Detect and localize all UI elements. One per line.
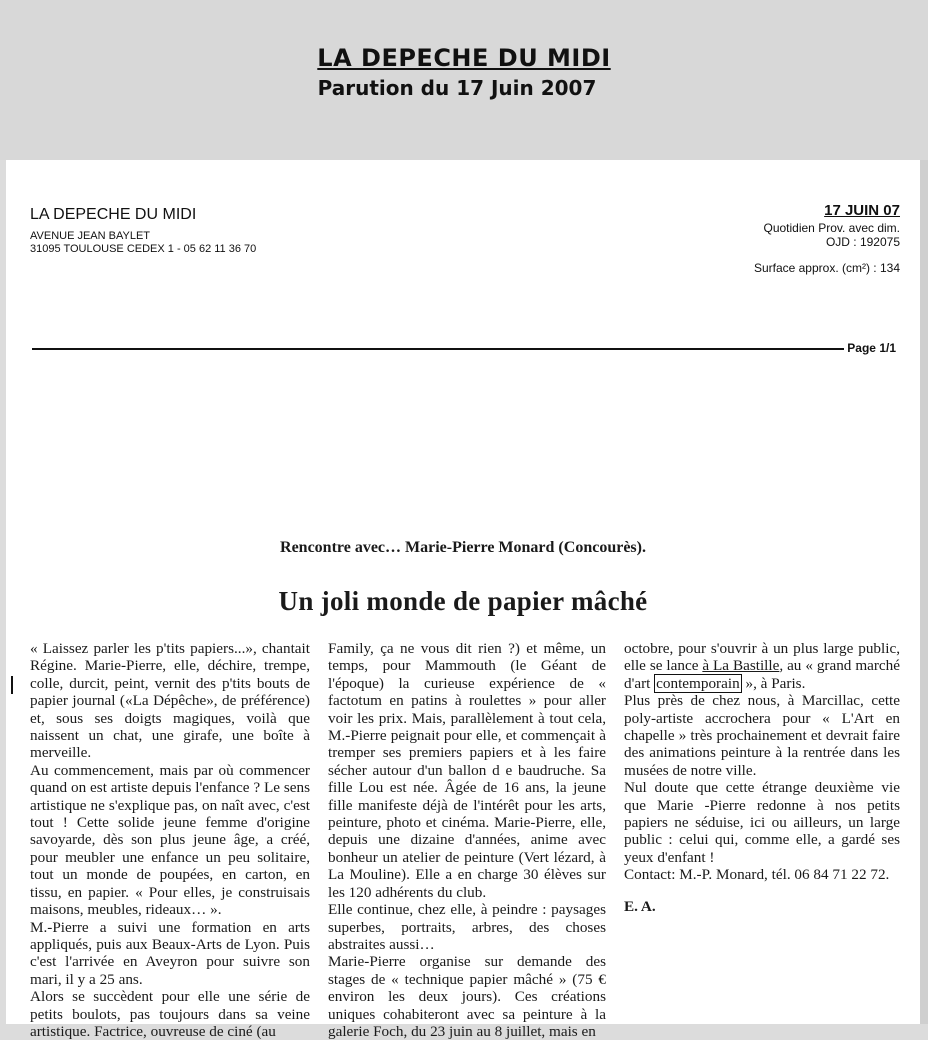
- address-line-2: 31095 TOULOUSE CEDEX 1 - 05 62 11 36 70: [30, 243, 257, 255]
- paragraph: Nul doute que cette étrange deuxième vie que Marie -Pierre redonne à nos petits papiers ne séduise, ici ou ailleurs, un large public : celui qui, comme elle, a gardé ses yeux d'enfant !: [624, 779, 900, 866]
- press-clipping-page: [6, 160, 920, 1040]
- article-headline: Un joli monde de papier mâché: [278, 586, 648, 616]
- banner-title: LA DEPECHE DU MIDI: [317, 44, 611, 72]
- paragraph: Marie-Pierre organise sur demande des stages de « technique papier mâché » (75 € environ les deux jours). Ces créations uniques cohabiteront avec sa peinture à la galerie Foch, du 23 juin au 8 juillet, mais en: [328, 953, 606, 1040]
- author-signature: E. A.: [624, 897, 656, 915]
- text-run: octobre, pour s'ouvrir à un plus large public, elle se lance: [624, 640, 900, 675]
- text-run: », à Paris.: [741, 674, 806, 692]
- paragraph: Elle continue, chez elle, à peindre : paysages superbes, portraits, arbres, des choses abstraites aussi…: [328, 901, 606, 953]
- underlined-text: à La Bastille: [702, 657, 780, 675]
- source-address: [30, 230, 256, 256]
- article-column-2: [328, 640, 606, 1040]
- boxed-word: contemporain: [656, 674, 740, 692]
- article-kicker: Rencontre avec… Marie-Pierre Monard (Concourès).: [280, 539, 646, 556]
- header-divider: [32, 348, 844, 350]
- text-run: , au « grand marché d'art: [624, 657, 901, 692]
- article-column-3: [624, 640, 900, 915]
- address-line-1: AVENUE JEAN BAYLET: [30, 230, 151, 242]
- paragraph: M.-Pierre a suivi une formation en arts appliqués, puis aux Beaux-Arts de Lyon. Puis c'est l'arrivée en Aveyron pour suivre son mari, il y a 25 ans.: [30, 918, 310, 988]
- source-name: LA DEPECHE DU MIDI: [30, 206, 197, 223]
- paragraph: Alors se succèdent pour elle une série de petits boulots, pas toujours dans sa veine artistique. Factrice, ouvreuse de ciné (au: [30, 988, 310, 1040]
- clipping-metadata: [754, 204, 900, 275]
- contact-line: Contact: M.-P. Monard, tél. 06 84 71 22 72.: [624, 866, 890, 884]
- article-column-1: [30, 640, 310, 1040]
- paragraph: [624, 640, 900, 692]
- paragraph: Au commencement, mais par où commencer quand on est artiste depuis l'enfance ? Le sens artistique ne s'explique pas, on naît avec, c'est tout ! Cette solide jeune femme d'origine savoyarde, dès son plus jeune âge, a créé, pour meubler une enfance un peu solitaire, tout un monde de poupées, en carton, en tissu, en papier. « Pour elles, je construisais maisons, meubles, rideaux… ».: [30, 761, 310, 919]
- page-number: Page 1/1: [847, 341, 896, 355]
- clipping-banner: [0, 0, 928, 160]
- paragraph: Family, ça ne vous dit rien ?) et même, un temps, pour Mammouth (le Géant de l'époque) la curieuse expérience de « factotum en patins à roulettes » pour aller voir les prix. Mais, parallèlement à tout cela, M.-Pierre peignait pour elle, et commençait à tremper ses premiers papiers et à les faire sécher autour d'un ballon d e baudruche. Sa fille Lou est née. Âgée de 16 ans, la jeune fille manifeste déjà de l'intérêt pour les arts, peinture, photo et cinéma. Marie-Pierre, elle, depuis une dizaine d'années, anime avec bonheur un atelier de peinture (Vert lézard, à La Mouline). Elle a en charge 30 élèves sur les 120 adhérents du club.: [328, 640, 606, 901]
- banner-subtitle: Parution du 17 Juin 2007: [317, 76, 597, 100]
- periodicity: Quotidien Prov. avec dim.: [763, 221, 900, 235]
- page-edge: [920, 160, 928, 1024]
- surface-area: Surface approx. (cm²) : 134: [753, 261, 900, 275]
- ojd-count: OJD : 192075: [825, 235, 900, 249]
- paragraph: « Laissez parler les p'tits papiers...», chantait Régine. Marie-Pierre, elle, déchire, trempe, colle, durcit, peint, vernit des p'tits bouts de papier journal («La Dépêche», de préférence) et, sous ses doigts magiques, voilà que naissent un chat, une girafe, une boîte à merveille.: [30, 640, 310, 762]
- clipping-date: 17 JUIN 07: [824, 202, 900, 219]
- paragraph: Plus près de chez nous, à Marcillac, cette poly-artiste accrochera pour « L'Art en chapelle » très prochainement et devrait faire des animations peinture à la rentrée dans les musées de notre ville.: [624, 692, 900, 779]
- margin-mark: [11, 676, 13, 694]
